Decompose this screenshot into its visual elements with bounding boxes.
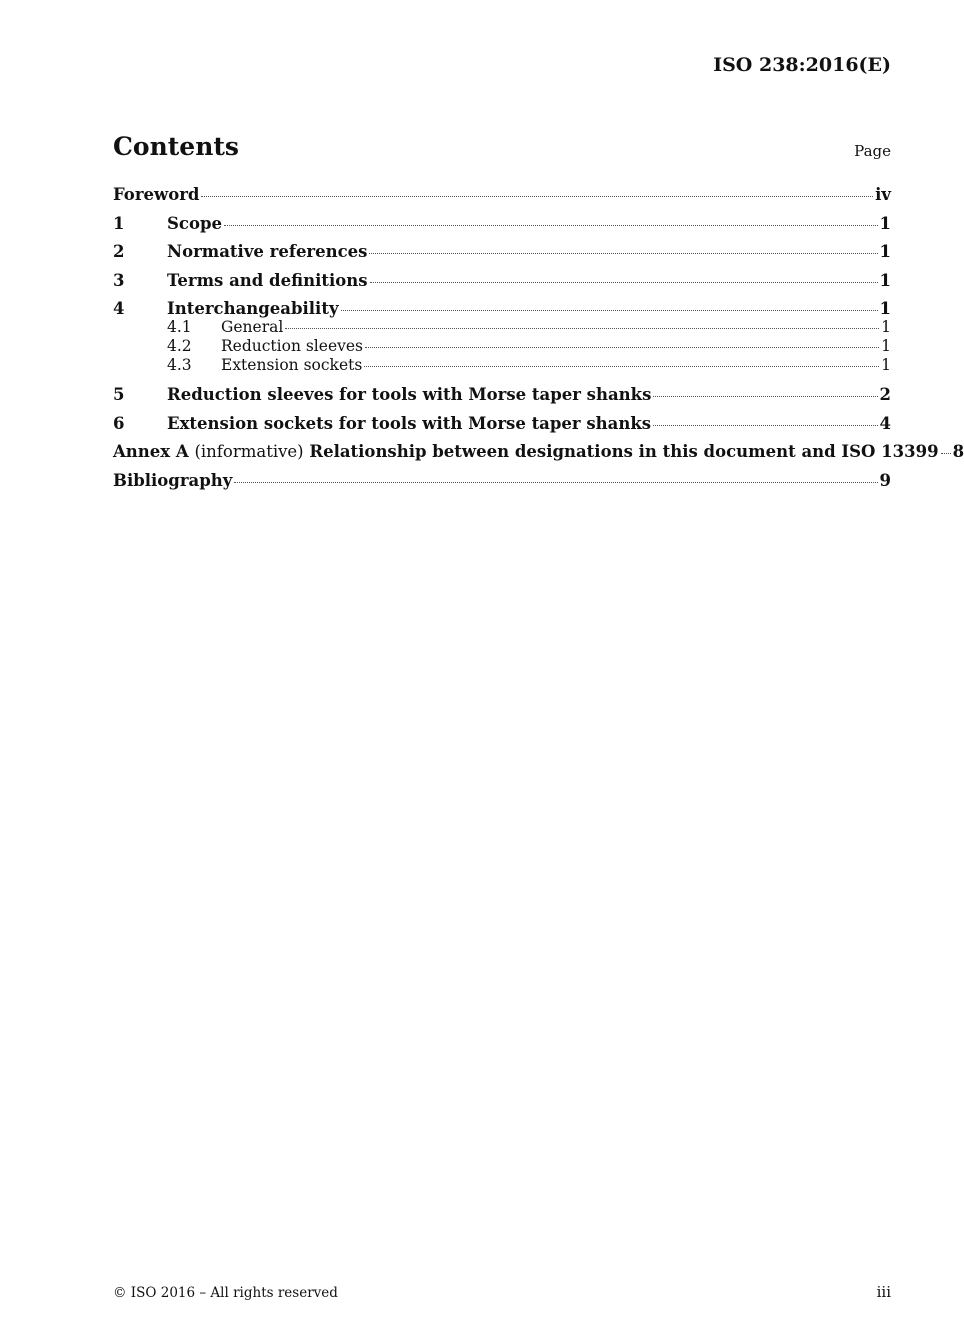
- dot-leader: [653, 424, 877, 426]
- dot-leader: [941, 452, 951, 454]
- toc-entry-page: 1: [881, 356, 891, 374]
- dot-leader: [234, 481, 877, 483]
- toc-entry-page: 1: [881, 337, 891, 355]
- document-identifier: ISO 238:2016(E): [713, 54, 891, 76]
- dot-leader: [341, 309, 878, 311]
- toc-entry-extension-sockets[interactable]: [113, 356, 891, 375]
- toc-entry-title: [113, 442, 939, 461]
- toc-entry-page: 4: [879, 413, 891, 433]
- dot-leader: [369, 252, 877, 254]
- toc-entry-page: 1: [879, 299, 891, 318]
- toc-entry-page: 1: [879, 242, 891, 261]
- toc-entry-scope[interactable]: [113, 214, 891, 233]
- toc-entry-page: 1: [881, 318, 891, 336]
- toc-entry-page: 9: [879, 470, 891, 490]
- contents-header: [113, 132, 891, 164]
- annex-label: Annex A: [113, 442, 189, 461]
- toc-entry-title: Interchangeability: [167, 299, 339, 318]
- toc-entry-title: Terms and definitions: [167, 270, 368, 290]
- toc-entry-title: Reduction sleeves: [221, 337, 363, 355]
- toc-entry-page: 8: [952, 442, 964, 461]
- table-of-contents: [113, 185, 964, 490]
- dot-leader: [365, 346, 879, 348]
- toc-entry-bibliography[interactable]: [113, 471, 891, 490]
- toc-entry-normative-references[interactable]: [113, 242, 891, 261]
- toc-entry-number: 4.1: [167, 318, 192, 336]
- toc-entry-number: 5: [113, 385, 125, 404]
- toc-entry-interchangeability[interactable]: [113, 299, 891, 318]
- footer-copyright: © ISO 2016 – All rights reserved: [113, 1285, 338, 1301]
- annex-title: Relationship between designations in this document and ISO 13399: [309, 442, 939, 461]
- toc-entry-extension-sockets-morse[interactable]: [113, 414, 891, 433]
- toc-entry-title: Extension sockets for tools with Morse taper shanks: [167, 413, 652, 433]
- toc-entry-number: 1: [113, 213, 125, 233]
- toc-entry-page: 1: [879, 270, 891, 290]
- toc-entry-number: 2: [113, 242, 125, 261]
- toc-entry-page: 2: [879, 385, 891, 404]
- annex-qualifier: (informative): [194, 442, 304, 461]
- toc-entry-title: Scope: [167, 213, 223, 233]
- toc-entry-reduction-sleeves-morse[interactable]: [113, 385, 891, 404]
- dot-leader: [224, 224, 878, 226]
- toc-entry-title: Foreword: [113, 185, 200, 204]
- toc-entry-terms-and-definitions[interactable]: [113, 271, 891, 290]
- toc-entry-title: Normative references: [167, 242, 368, 261]
- toc-entry-annex-a[interactable]: [113, 442, 964, 461]
- toc-entry-number: 6: [113, 413, 125, 433]
- toc-entry-reduction-sleeves[interactable]: [113, 337, 891, 356]
- toc-entry-title: General: [221, 318, 284, 336]
- dot-leader: [653, 395, 877, 397]
- dot-leader: [285, 327, 879, 329]
- dot-leader: [364, 365, 879, 367]
- toc-entry-number: 4: [113, 299, 125, 318]
- dot-leader: [201, 195, 873, 197]
- toc-entry-number: 4.3: [167, 356, 192, 374]
- footer-page-number: iii: [876, 1283, 891, 1301]
- toc-entry-general[interactable]: [113, 318, 891, 337]
- toc-entry-title: Bibliography: [113, 470, 233, 490]
- toc-entry-title: Extension sockets: [221, 356, 363, 374]
- toc-entry-number: 3: [113, 270, 125, 290]
- toc-entry-number: 4.2: [167, 337, 192, 355]
- page-column-label: Page: [854, 142, 891, 160]
- toc-entry-foreword[interactable]: [113, 185, 891, 204]
- toc-entry-title: Reduction sleeves for tools with Morse taper shanks: [167, 385, 652, 404]
- toc-entry-page: iv: [875, 185, 891, 204]
- toc-entry-page: 1: [879, 213, 891, 233]
- contents-title: Contents: [113, 132, 240, 161]
- dot-leader: [370, 281, 878, 283]
